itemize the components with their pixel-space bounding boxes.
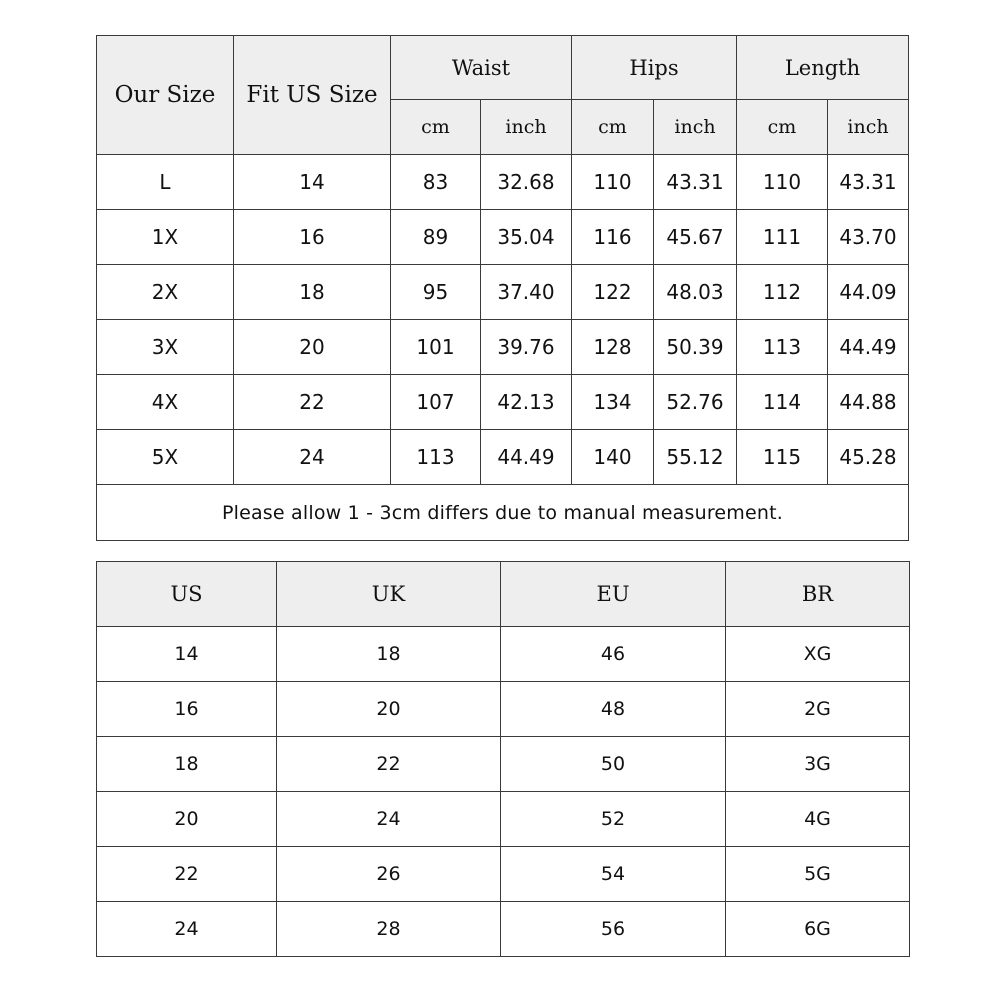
table-row — [97, 375, 909, 430]
cell-uk: 28 — [277, 902, 501, 957]
header-eu: EU — [501, 562, 726, 627]
table-row — [97, 265, 909, 320]
cell-our-size: 5X — [97, 430, 234, 485]
header-waist-cm: cm — [391, 100, 481, 155]
cell-hips-inch: 52.76 — [654, 375, 737, 430]
header-us: US — [97, 562, 277, 627]
cell-eu: 50 — [501, 737, 726, 792]
cell-us: 20 — [97, 792, 277, 847]
cell-waist-inch: 32.68 — [481, 155, 572, 210]
cell-hips-cm: 140 — [572, 430, 654, 485]
table-row — [97, 627, 910, 682]
cell-eu: 54 — [501, 847, 726, 902]
size-conversion-table — [96, 561, 910, 957]
cell-us-size: 20 — [234, 320, 391, 375]
cell-waist-cm: 95 — [391, 265, 481, 320]
header-our-size: Our Size — [97, 36, 234, 155]
cell-length-inch: 44.09 — [828, 265, 909, 320]
header-hips-inch: inch — [654, 100, 737, 155]
header-waist-inch: inch — [481, 100, 572, 155]
cell-br: 5G — [726, 847, 910, 902]
cell-hips-inch: 55.12 — [654, 430, 737, 485]
cell-length-cm: 114 — [737, 375, 828, 430]
cell-us-size: 16 — [234, 210, 391, 265]
cell-our-size: 3X — [97, 320, 234, 375]
cell-our-size: L — [97, 155, 234, 210]
cell-eu: 48 — [501, 682, 726, 737]
table-row — [97, 430, 909, 485]
cell-length-inch: 45.28 — [828, 430, 909, 485]
cell-length-cm: 111 — [737, 210, 828, 265]
cell-length-cm: 115 — [737, 430, 828, 485]
header-length-cm: cm — [737, 100, 828, 155]
cell-waist-cm: 113 — [391, 430, 481, 485]
cell-uk: 26 — [277, 847, 501, 902]
cell-waist-inch: 37.40 — [481, 265, 572, 320]
cell-waist-inch: 35.04 — [481, 210, 572, 265]
cell-us: 14 — [97, 627, 277, 682]
cell-eu: 56 — [501, 902, 726, 957]
cell-length-cm: 112 — [737, 265, 828, 320]
cell-br: 3G — [726, 737, 910, 792]
cell-us-size: 22 — [234, 375, 391, 430]
cell-uk: 24 — [277, 792, 501, 847]
header-br: BR — [726, 562, 910, 627]
header-hips: Hips — [572, 36, 737, 100]
cell-hips-cm: 116 — [572, 210, 654, 265]
header-uk: UK — [277, 562, 501, 627]
cell-waist-cm: 107 — [391, 375, 481, 430]
header-fit-us-size: Fit US Size — [234, 36, 391, 155]
cell-length-inch: 43.70 — [828, 210, 909, 265]
cell-length-inch: 44.88 — [828, 375, 909, 430]
cell-uk: 22 — [277, 737, 501, 792]
cell-br: 6G — [726, 902, 910, 957]
header-length: Length — [737, 36, 909, 100]
table-row — [97, 155, 909, 210]
cell-uk: 20 — [277, 682, 501, 737]
table-row — [97, 847, 910, 902]
cell-br: 2G — [726, 682, 910, 737]
cell-uk: 18 — [277, 627, 501, 682]
cell-us: 22 — [97, 847, 277, 902]
cell-us: 18 — [97, 737, 277, 792]
table-row — [97, 737, 910, 792]
cell-eu: 52 — [501, 792, 726, 847]
cell-eu: 46 — [501, 627, 726, 682]
measurement-note: Please allow 1 - 3cm differs due to manual measurement. — [97, 485, 909, 541]
cell-hips-cm: 134 — [572, 375, 654, 430]
cell-hips-inch: 50.39 — [654, 320, 737, 375]
cell-length-cm: 110 — [737, 155, 828, 210]
cell-waist-inch: 42.13 — [481, 375, 572, 430]
table-row — [97, 210, 909, 265]
cell-waist-cm: 89 — [391, 210, 481, 265]
cell-hips-cm: 122 — [572, 265, 654, 320]
table-row — [97, 902, 910, 957]
cell-br: XG — [726, 627, 910, 682]
header-hips-cm: cm — [572, 100, 654, 155]
cell-waist-inch: 44.49 — [481, 430, 572, 485]
cell-hips-inch: 45.67 — [654, 210, 737, 265]
cell-hips-inch: 43.31 — [654, 155, 737, 210]
header-waist: Waist — [391, 36, 572, 100]
header-length-inch: inch — [828, 100, 909, 155]
cell-hips-cm: 128 — [572, 320, 654, 375]
cell-length-cm: 113 — [737, 320, 828, 375]
cell-us-size: 14 — [234, 155, 391, 210]
cell-length-inch: 43.31 — [828, 155, 909, 210]
cell-our-size: 2X — [97, 265, 234, 320]
cell-us: 16 — [97, 682, 277, 737]
cell-waist-cm: 83 — [391, 155, 481, 210]
cell-our-size: 4X — [97, 375, 234, 430]
table-row — [97, 792, 910, 847]
cell-us: 24 — [97, 902, 277, 957]
cell-hips-cm: 110 — [572, 155, 654, 210]
cell-waist-cm: 101 — [391, 320, 481, 375]
cell-br: 4G — [726, 792, 910, 847]
table-row — [97, 682, 910, 737]
cell-length-inch: 44.49 — [828, 320, 909, 375]
cell-waist-inch: 39.76 — [481, 320, 572, 375]
cell-us-size: 18 — [234, 265, 391, 320]
table-row — [97, 320, 909, 375]
cell-us-size: 24 — [234, 430, 391, 485]
cell-hips-inch: 48.03 — [654, 265, 737, 320]
size-chart-table — [96, 35, 909, 541]
cell-our-size: 1X — [97, 210, 234, 265]
